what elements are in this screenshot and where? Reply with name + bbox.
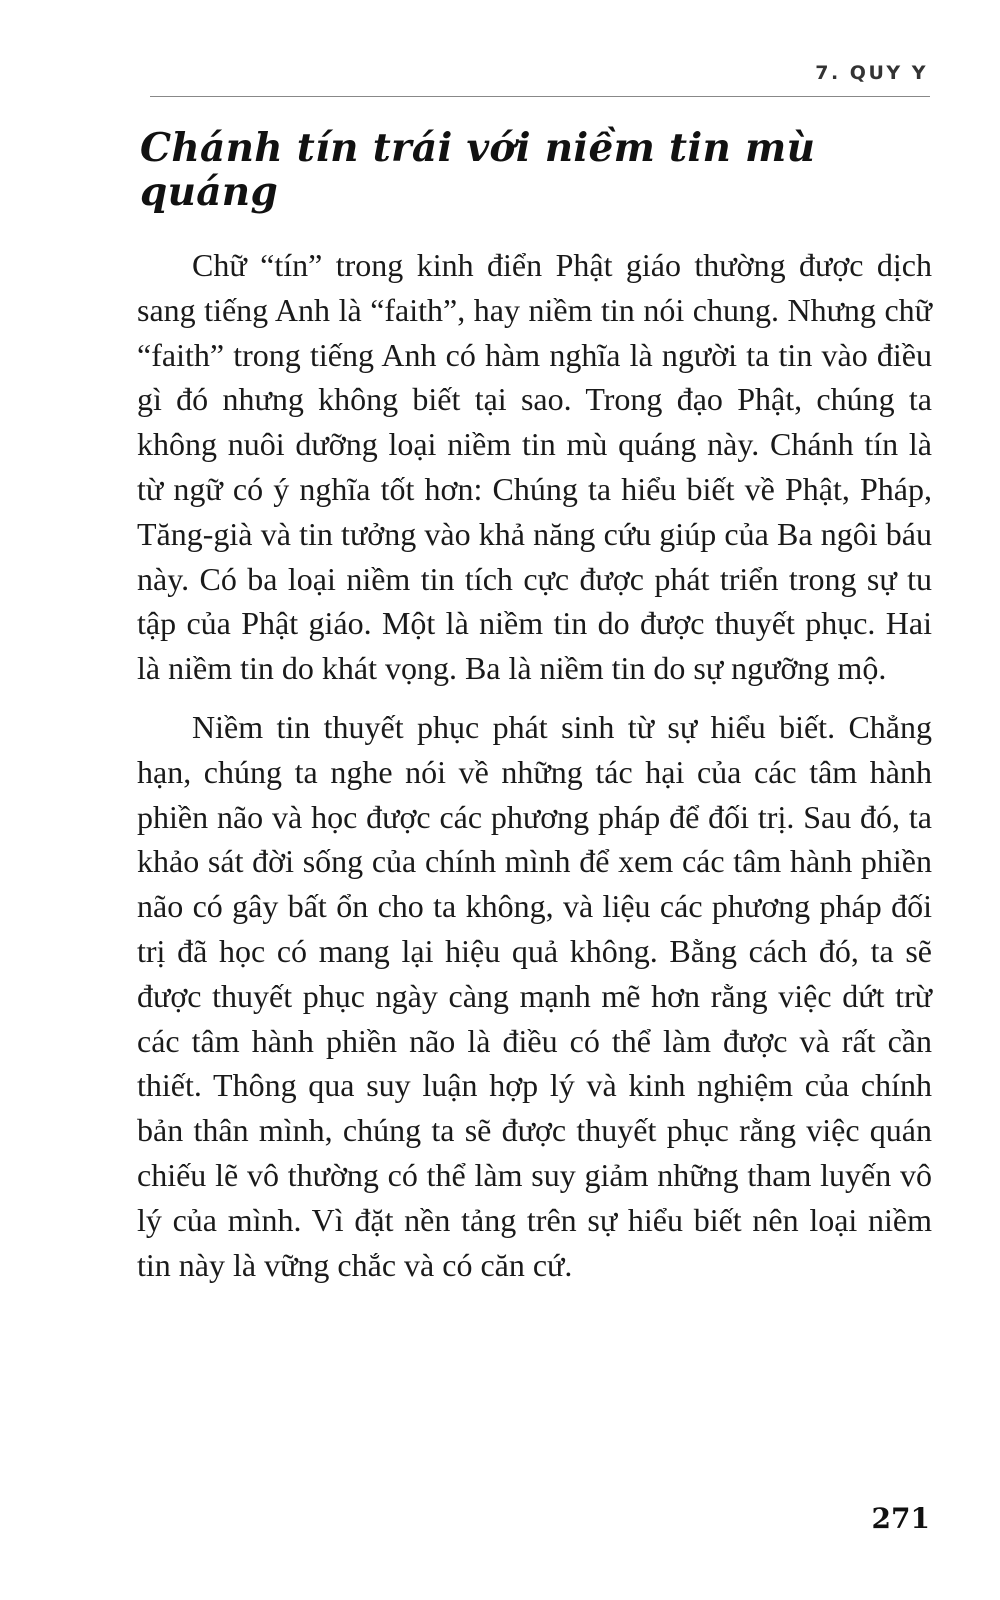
body-text [137,243,932,1287]
paragraph-2: Niềm tin thuyết phục phát sinh từ sự hiểu biết. Chẳng hạn, chúng ta nghe nói về những tác hại của các tâm hành phiền não và học được các phương pháp để đối trị. Sau đó, ta khảo sát đời sống của chính mình để xem các tâm hành phiền não có gây bất ổn cho ta không, và liệu các phương pháp đối trị đã học có mang lại hiệu quả không. Bằng cách đó, ta sẽ được thuyết phục ngày càng mạnh mẽ hơn rằng việc dứt trừ các tâm hành phiền não là điều có thể làm được và rất cần thiết. Thông qua suy luận hợp lý và kinh nghiệm của chính bản thân mình, chúng ta sẽ được thuyết phục rằng việc quán chiếu lẽ vô thường có thể làm suy giảm những tham luyến vô lý của mình. Vì đặt nền tảng trên sự hiểu biết nên loại niềm tin này là vững chắc và có căn cứ. [137,708,932,1283]
page-number: 271 [871,1502,930,1535]
section-title: Chánh tín trái với niềm tin mù quáng [140,125,816,215]
running-header [150,60,930,97]
running-header-title: 7. QUY Y [815,62,928,84]
paragraph-1: Chữ “tín” trong kinh điển Phật giáo thường được dịch sang tiếng Anh là “faith”, hay niềm tin nói chung. Nhưng chữ “faith” trong tiếng Anh có hàm nghĩa là người ta tin vào điều gì đó nhưng không biết tại sao. Trong đạo Phật, chúng ta không nuôi dưỡng loại niềm tin mù quáng này. Chánh tín là từ ngữ có ý nghĩa tốt hơn: Chúng ta hiểu biết về Phật, Pháp, Tăng-già và tin tưởng vào khả năng cứu giúp của Ba ngôi báu này. Có ba loại niềm tin tích cực được phát triển trong sự tu tập của Phật giáo. Một là niềm tin do được thuyết phục. Hai là niềm tin do khát vọng. Ba là niềm tin do sự ngưỡng mộ. [137,247,932,687]
